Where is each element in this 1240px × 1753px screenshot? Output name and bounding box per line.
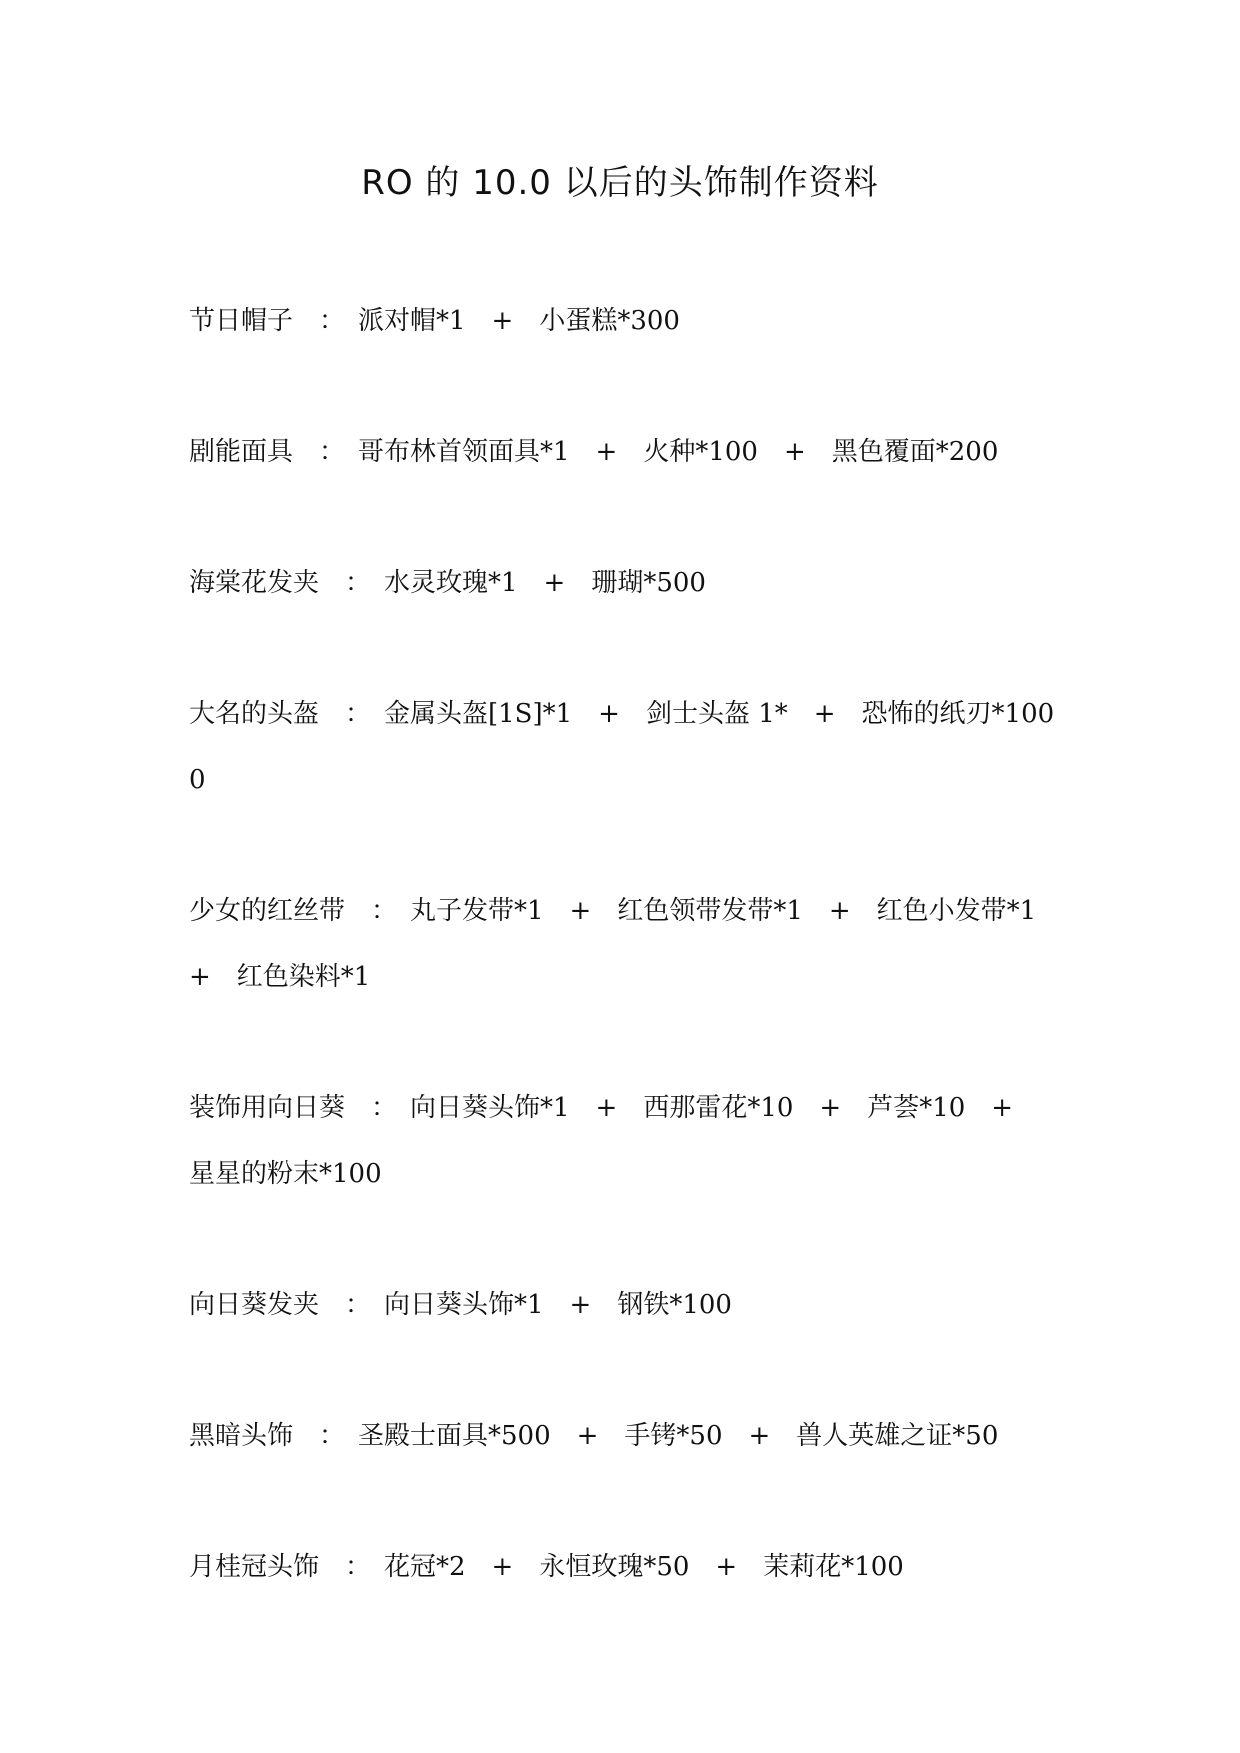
recipe-entry: 向日葵发夹 ： 向日葵头饰*1 + 钢铁*100 (189, 1290, 732, 1320)
recipe-entry: 少女的红丝带 ： 丸子发带*1 + 红色领带发带*1 + 红色小发带*1 + 红色染料*1 (189, 896, 1063, 992)
recipe-entry: 节日帽子 ： 派对帽*1 + 小蛋糕*300 (189, 306, 680, 336)
recipe-list (189, 288, 1063, 1665)
recipe-entry: 大名的头盔 ： 金属头盔[1S]*1 + 剑士头盔 1* + 恐怖的纸刃*1000 (189, 699, 1055, 795)
recipe-entry: 剧能面具 ： 哥布林首领面具*1 + 火种*100 + 黑色覆面*200 (189, 437, 999, 467)
recipe-entry: 黑暗头饰 ： 圣殿士面具*500 + 手铐*50 + 兽人英雄之证*50 (189, 1421, 999, 1451)
document-title: RO 的 10.0 以后的头饰制作资料 (361, 163, 879, 203)
recipe-entry: 装饰用向日葵 ： 向日葵头饰*1 + 西那雷花*10 + 芦荟*10 + 星星的粉末*100 (189, 1093, 1040, 1189)
recipe-entry: 月桂冠头饰 ： 花冠*2 + 永恒玫瑰*50 + 茉莉花*100 (189, 1552, 904, 1582)
recipe-entry: 海棠花发夹 ： 水灵玫瑰*1 + 珊瑚*500 (189, 568, 706, 598)
